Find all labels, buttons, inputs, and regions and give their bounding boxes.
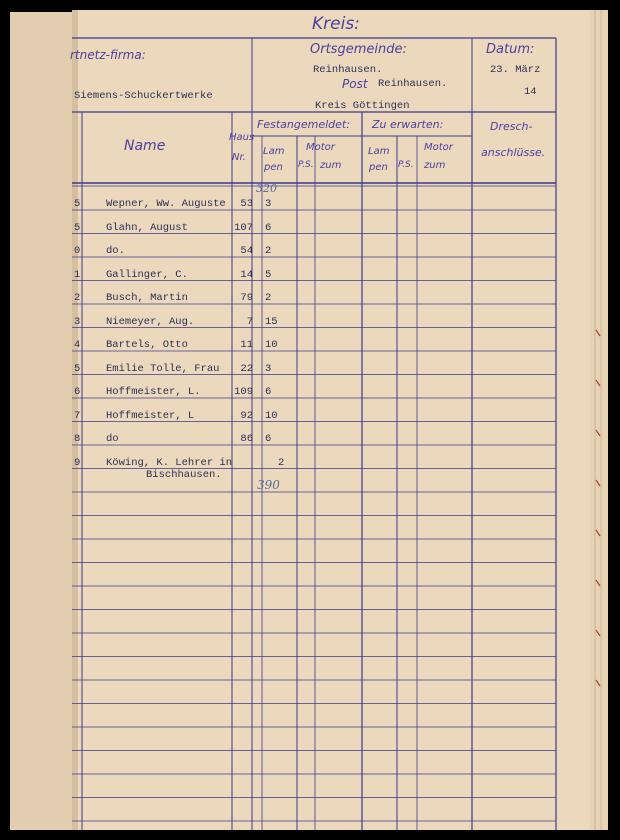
- row-name: Bartels, Otto: [106, 339, 188, 351]
- row-lampen: 3: [265, 198, 272, 210]
- col-motor-header: Motor: [306, 142, 335, 153]
- row-lampen: 2: [278, 456, 285, 469]
- row-haus-nr: 22: [240, 362, 253, 375]
- underlying-page: [10, 12, 80, 830]
- gemeinde-label: Ortsgemeinde:: [310, 42, 407, 57]
- row-lampen: 6: [265, 433, 272, 445]
- col-dresch-header-1: Dresch-: [490, 120, 533, 133]
- col-motor-ps-header: P.S.: [298, 160, 314, 170]
- row-haus-nr: 109: [234, 386, 253, 398]
- row-haus-nr: 53: [240, 198, 253, 210]
- gemeinde-value: Reinhausen.: [313, 64, 383, 76]
- col-lampen2-header-2: pen: [369, 162, 388, 173]
- col-zuerwarten-header: Zu erwarten:: [372, 118, 444, 131]
- row-number: 2: [74, 292, 81, 304]
- row-number: 6: [74, 386, 81, 398]
- row-haus-nr: 14: [240, 268, 253, 281]
- kreis-value: Kreis Göttingen: [315, 100, 410, 112]
- row-name: Wepner, Ww. Auguste: [106, 198, 226, 210]
- datum-year: 14: [524, 86, 537, 98]
- row-haus-nr: 86: [240, 433, 253, 445]
- row-haus-nr: 54: [240, 245, 253, 257]
- firma-value: Siemens-Schuckertwerke: [74, 90, 213, 102]
- row-name: Emilie Tolle, Frau: [106, 362, 220, 375]
- row-number: 4: [74, 339, 81, 351]
- row-name: Hoffmeister, L: [106, 409, 195, 422]
- kreis-label: Kreis:: [312, 14, 360, 34]
- post-value: Reinhausen.: [378, 78, 448, 90]
- row-name: Niemeyer, Aug.: [106, 315, 195, 328]
- row-lampen: 10: [265, 339, 278, 351]
- col-lampen2-header-1: Lam: [368, 146, 390, 157]
- row-name: Hoffmeister, L.: [106, 386, 201, 398]
- row-lampen: 5: [265, 268, 272, 281]
- col-haus-header-2: Nr.: [232, 152, 246, 163]
- pencil-total-bottom: 390: [257, 478, 280, 492]
- row-number: 0: [74, 245, 81, 257]
- col-motor2-ps-header: P.S.: [398, 160, 414, 170]
- row-number: 7: [74, 409, 81, 422]
- row-name: do.: [106, 245, 125, 257]
- page-edge: [590, 10, 608, 830]
- pencil-total-top: 320: [256, 182, 277, 195]
- datum-label: Datum:: [486, 42, 535, 57]
- col-festangemeldet-header: Festangemeldet:: [257, 118, 350, 131]
- row-number: 8: [74, 433, 81, 445]
- row-haus-nr: 92: [240, 409, 253, 422]
- row-name: Gallinger, C.: [106, 268, 188, 281]
- post-label: Post: [342, 77, 368, 91]
- row-lampen: 6: [265, 386, 272, 398]
- col-lampen-header-1: Lam: [263, 146, 285, 157]
- row-name: Busch, Martin: [106, 292, 188, 304]
- col-haus-header-1: Haus: [229, 132, 255, 143]
- row-haus-nr: 11: [240, 339, 253, 351]
- row-haus-nr: 79: [240, 292, 253, 304]
- row-name: Köwing, K. Lehrer in: [106, 456, 233, 469]
- col-dresch-header-2: anschlüsse.: [481, 146, 546, 159]
- firma-label: rtnetz-firma:: [70, 48, 146, 62]
- row-number: 9: [74, 456, 81, 469]
- row-number: 5: [74, 362, 81, 375]
- row-lampen: 6: [265, 221, 272, 234]
- row-number: 3: [74, 315, 81, 328]
- row-lampen: 2: [265, 245, 272, 257]
- row-name: Glahn, August: [106, 221, 188, 234]
- col-lampen-header-2: pen: [264, 162, 283, 173]
- col-motor2-header: Motor: [424, 142, 453, 153]
- col-motor-zum-header: zum: [320, 160, 342, 171]
- row-number: 5: [74, 221, 81, 234]
- row-name: do: [106, 433, 119, 445]
- row-haus-nr: 7: [246, 315, 253, 328]
- row-lampen: 15: [265, 315, 278, 328]
- row-lampen: 3: [265, 362, 272, 375]
- col-motor2-zum-header: zum: [424, 160, 446, 171]
- row-name-continued: Bischhausen.: [146, 468, 222, 481]
- row-lampen: 10: [265, 409, 278, 422]
- col-name-header: Name: [124, 138, 166, 154]
- row-number: 1: [74, 268, 81, 281]
- row-haus-nr: 107: [234, 221, 253, 234]
- row-lampen: 2: [265, 292, 272, 304]
- row-number: 5: [74, 198, 81, 210]
- datum-value: 23. März: [490, 64, 541, 76]
